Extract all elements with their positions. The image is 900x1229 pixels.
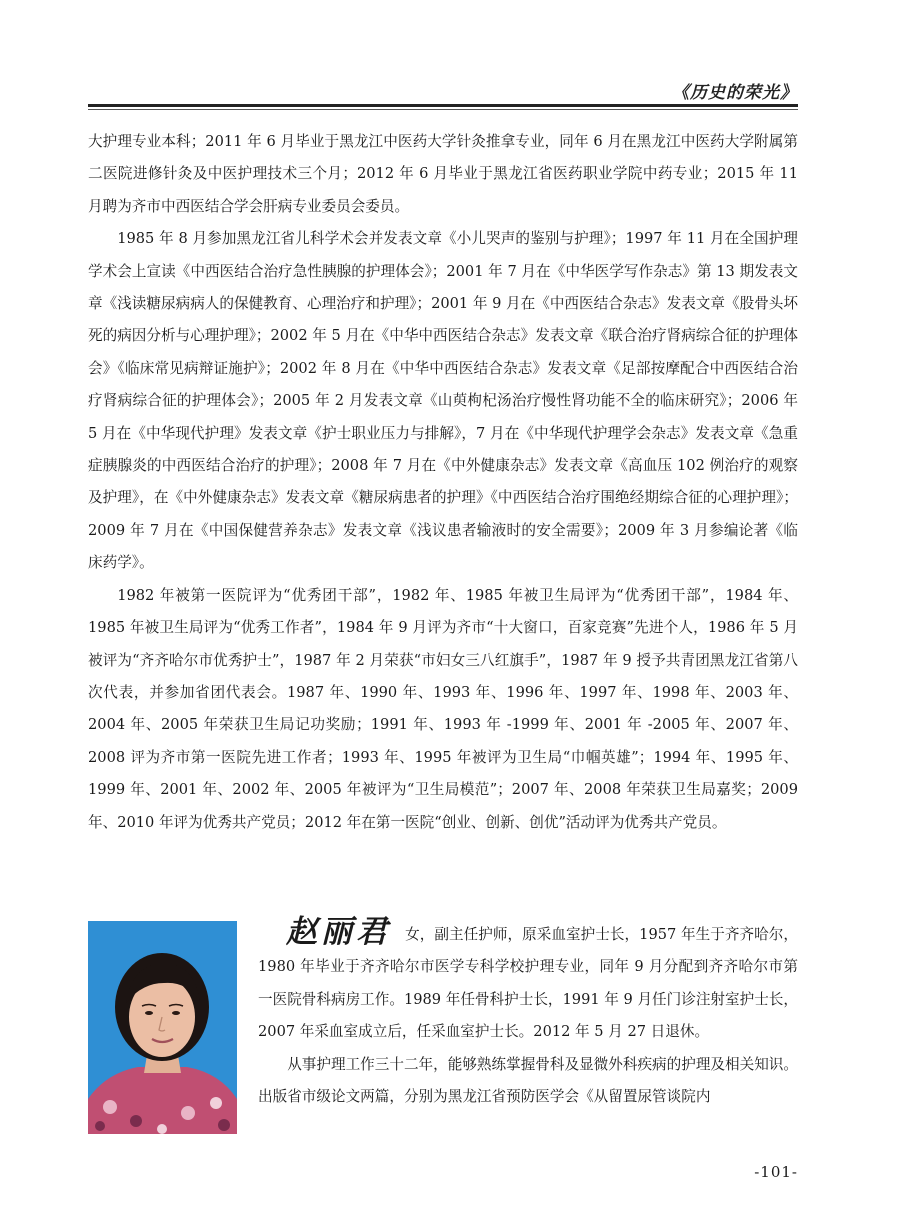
profile-name: 赵丽君 [286, 914, 392, 950]
profile-intro: 女，副主任护师，原采血室护士长，1957 年生于齐齐哈尔，1980 年毕业于齐齐哈尔市医学专科学校护理专业，同年 9 月分配到齐齐哈尔市第一医院骨科病房工作。1989 年任骨科护士长，1991 年 9 月任门诊注射室护士长，2007 年采血室成立后，任采血室护士长。2012 年 5 月 27 日退休。 [258, 926, 799, 1041]
profile-intro-paragraph [258, 916, 798, 1049]
page-number: -101- [754, 1163, 798, 1181]
paragraph-publications: 1985 年 8 月参加黑龙江省儿科学术会并发表文章《小儿哭声的鉴别与护理》；1997 年 11 月在全国护理学术会上宣读《中西医结合治疗急性胰腺的护理体会》；2001 年 7 月在《中华医学写作杂志》第 13 期发表文章《浅读糖尿病病人的保健教育、心理治疗和护理》；2001 年 9 月在《中西医结合杂志》发表文章《股骨头坏死的病因分析与心理护理》；2002 年 5 月在《中华中西医结合杂志》发表文章《联合治疗肾病综合征的护理体会》《临床常见病辩证施护》；2002 年 8 月在《中华中西医结合杂志》发表文章《足部按摩配合中西医结合治疗肾病综合征的护理体会》；2005 年 2 月发表文章《山萸枸杞汤治疗慢性肾功能不全的临床研究》；2006 年 5 月在《中华现代护理》发表文章《护士职业压力与排解》，7 月在《中华现代护理学会杂志》发表文章《急重症胰腺炎的中西医结合治疗的护理》；2008 年 7 月在《中外健康杂志》发表文章《高血压 102 例治疗的观察及护理》，在《中外健康杂志》发表文章《糖尿病患者的护理》《中西医结合治疗围绝经期综合征的心理护理》；2009 年 7 月在《中国保健营养杂志》发表文章《浅议患者输液时的安全需要》；2009 年 3 月参编论著《临床药学》。 [88, 230, 798, 572]
article-body [88, 126, 798, 839]
profile-bio [258, 916, 798, 1113]
paragraph-honors: 1982 年被第一医院评为“优秀团干部”，1982 年、1985 年被卫生局评为“优秀团干部”，1984 年、1985 年被卫生局评为“优秀工作者”，1984 年 9 月评为齐市“十大窗口，百家竞赛”先进个人，1986 年 5 月被评为“齐齐哈尔市优秀护士”，1987 年 2 月荣获“市妇女三八红旗手”，1987 年 9 授予共青团黑龙江省第八次代表，并参加省团代表会。1987 年、1990 年、1993 年、1996 年、1997 年、1998 年、2003 年、2004 年、2005 年荣获卫生局记功奖励；1991 年、1993 年 -1999 年、2001 年 -2005 年、2007 年、2008 评为齐市第一医院先进工作者；1993 年、1995 年被评为卫生局“巾帼英雄”；1994 年、1995 年、1999 年、2001 年、2002 年、2005 年被评为“卫生局模范”；2007 年、2008 年荣获卫生局嘉奖；2009 年、2010 年评为优秀共产党员；2012 年在第一医院“创业、创新、创优”活动评为优秀共产党员。 [88, 586, 798, 831]
profile-paragraph-2: 从事护理工作三十二年，能够熟练掌握骨科及显微外科疾病的护理及相关知识。出版省市级论文两篇，分别为黑龙江省预防医学会《从留置尿管谈院内 [258, 1055, 798, 1106]
section-title: 《历史的荣光》 [672, 83, 798, 103]
paragraph-continued: 大护理专业本科；2011 年 6 月毕业于黑龙江中医药大学针灸推拿专业，同年 6 月在黑龙江中医药大学附属第二医院进修针灸及中医护理技术三个月；2012 年 6 月毕业于黑龙江省医药职业学院中药专业；2015 年 11 月聘为齐市中西医结合学会肝病专业委员会委员。 [88, 133, 798, 215]
header-rule [88, 104, 798, 107]
header-rule-thin [88, 109, 798, 110]
portrait-photo [88, 921, 237, 1134]
